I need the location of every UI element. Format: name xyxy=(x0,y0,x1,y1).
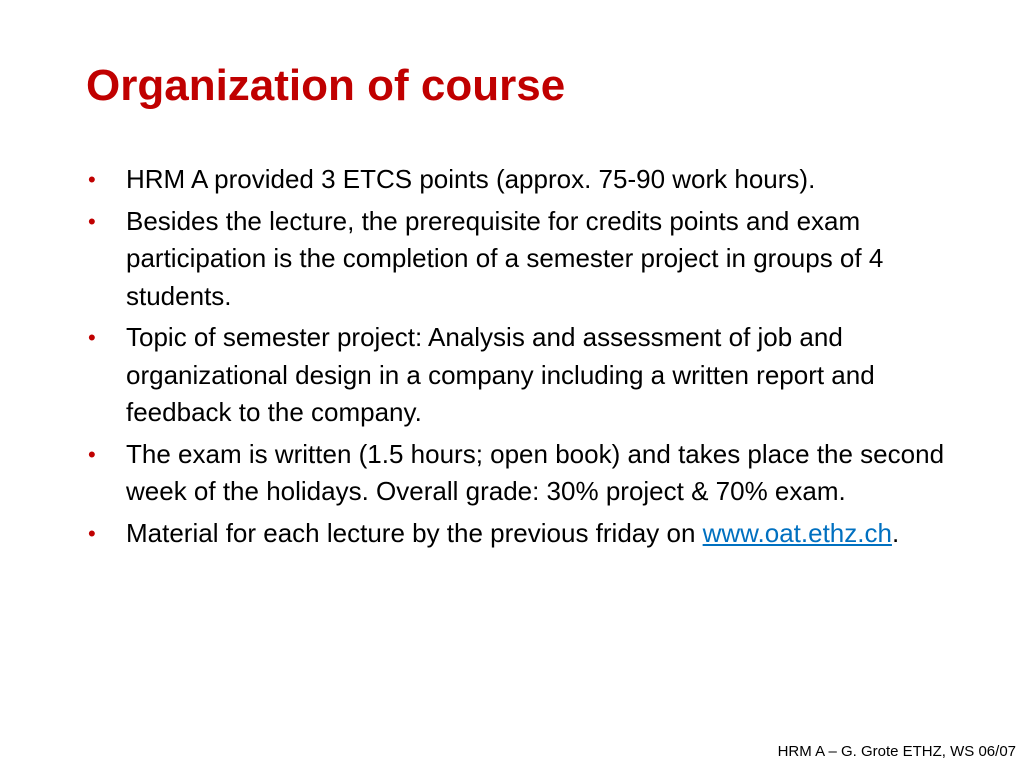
bullet-icon: • xyxy=(88,441,96,467)
oat-website-link[interactable]: www.oat.ethz.ch xyxy=(702,517,892,548)
bullet-item-project-topic xyxy=(88,319,952,432)
bullet-item-prerequisite xyxy=(88,203,958,316)
bullet-item-etcs-points xyxy=(88,161,956,199)
slide-footer: HRM A – G. Grote ETHZ, WS 06/07 xyxy=(777,743,1016,760)
bullet-text: HRM A provided 3 ETCS points (approx. 75-90 work hours). xyxy=(126,164,816,194)
bullet-icon: • xyxy=(88,167,96,192)
bullet-text-after-link: . xyxy=(891,517,900,548)
bullet-icon: • xyxy=(88,325,96,350)
bullet-text: The exam is written (1.5 hours; open book) and takes place the second week of the holidays. Overall grade: 30% project & 70% exam. xyxy=(126,438,945,506)
bullet-icon: • xyxy=(88,520,96,546)
bullet-list xyxy=(88,161,978,556)
bullet-item-lecture-material xyxy=(88,515,946,553)
bullet-text: Topic of semester project: Analysis and assessment of job and organizational design in a company including a written report and feedback to the company. xyxy=(126,322,875,427)
bullet-text: Besides the lecture, the prerequisite for credits points and exam participation is the completion of a semester project in groups of 4 students. xyxy=(126,205,884,311)
bullet-item-exam-details xyxy=(88,436,961,511)
slide-title: Organization of course xyxy=(86,61,566,110)
bullet-icon: • xyxy=(88,208,96,234)
bullet-text-before-link: Material for each lecture by the previous friday on xyxy=(126,517,703,548)
